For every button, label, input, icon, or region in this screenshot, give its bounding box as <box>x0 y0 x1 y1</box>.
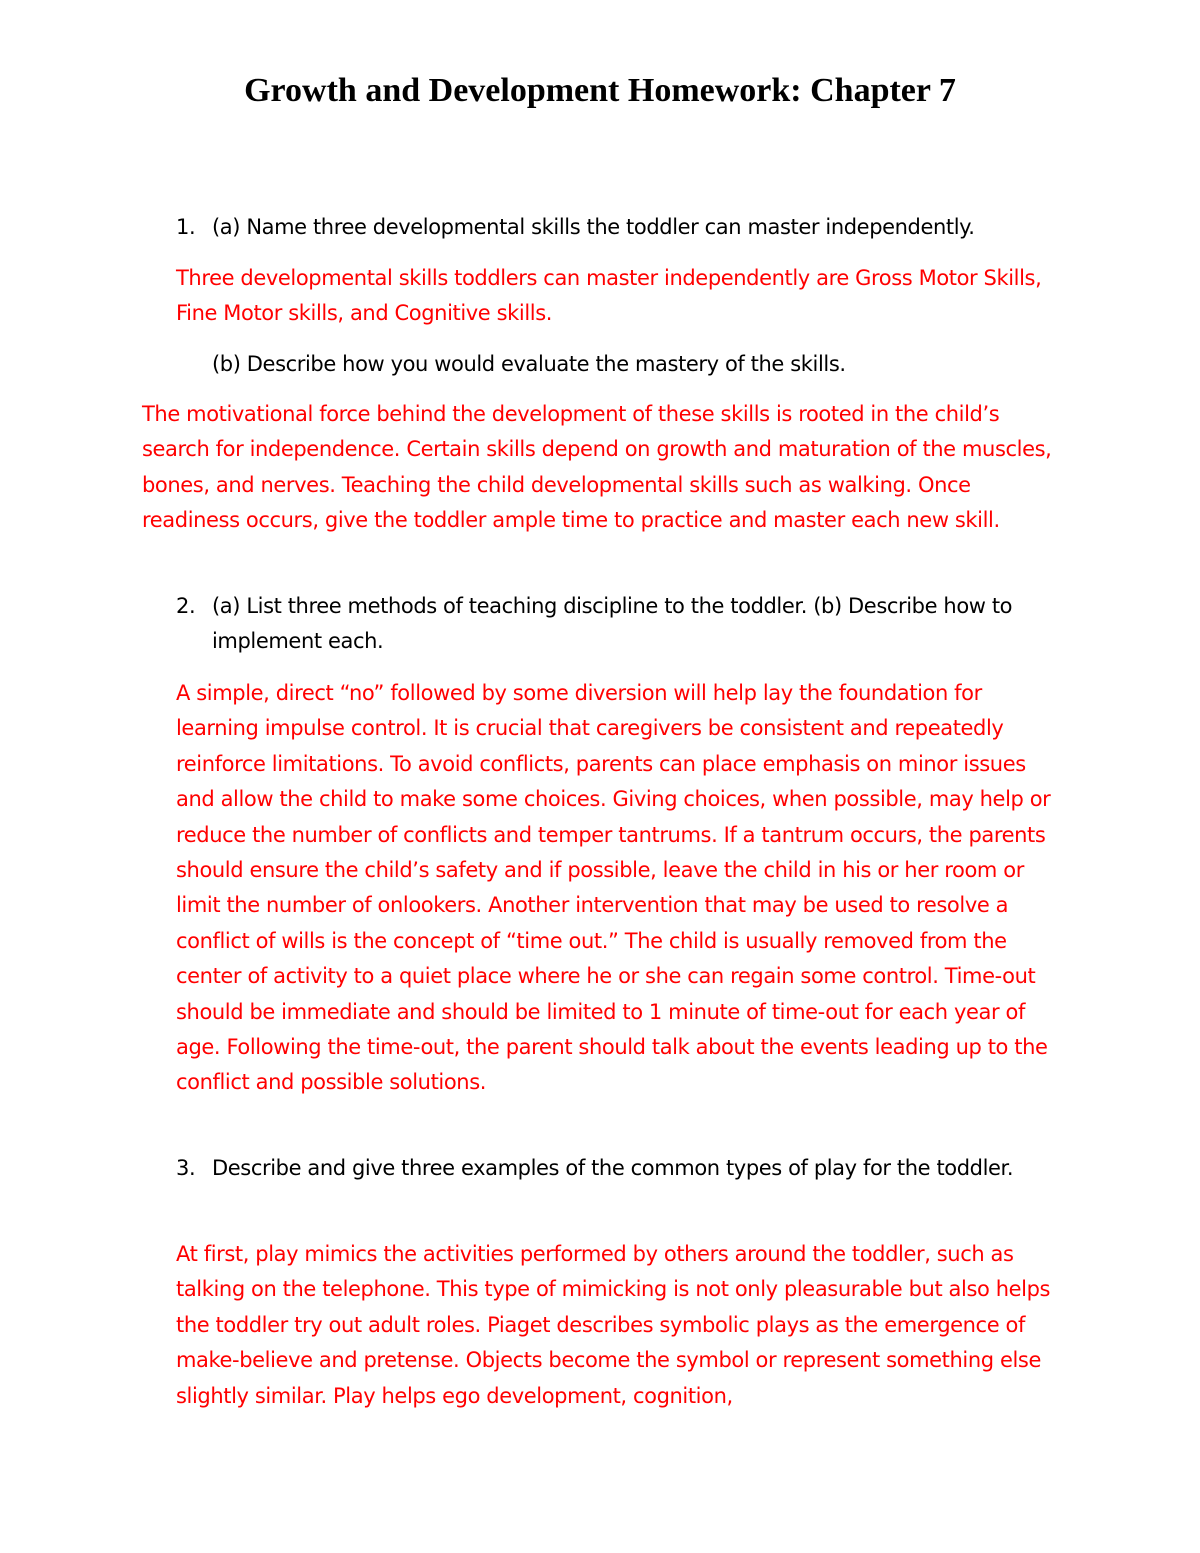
question-1a <box>176 210 1112 245</box>
question-2-text: (a) List three methods of teaching discipline to the toddler. (b) Describe how to implement each. <box>212 594 1013 653</box>
answer-2: A simple, direct “no” followed by some diversion will help lay the foundation for learning impulse control. It is crucial that caregivers be consistent and repeatedly reinforce limitations. To avoid conflicts, parents can place emphasis on minor issues and allow the child to make some choices. Giving choices, when possible, may help or reduce the number of conflicts and temper tantrums. If a tantrum occurs, the parents should ensure the child’s safety and if possible, leave the child in his or her room or limit the number of onlookers. Another intervention that may be used to resolve a conflict of wills is the concept of “time out.” The child is usually removed from the center of activity to a quiet place where he or she can regain some control. Time-out should be immediate and should be limited to 1 minute of time-out for each year of age. Following the time-out, the parent should talk about the events leading up to the conflict and possible solutions. <box>176 681 1051 1095</box>
question-1b <box>212 347 1112 382</box>
answer-1a: Three developmental skills toddlers can master independently are Gross Motor Skills, Fine Motor skills, and Cognitive skills. <box>176 266 1042 326</box>
question-3 <box>176 1151 1042 1186</box>
question-3-text: Describe and give three examples of the common types of play for the toddler. <box>212 1156 1014 1180</box>
answer-1b: The motivational force behind the development of these skills is rooted in the child’s search for independence. Certain skills depend on growth and maturation of the muscles, bones, and nerves. Teaching the child developmental skills such as walking. Once readiness occurs, give the toddler ample time to practice and master each new skill. <box>142 402 1052 533</box>
question-3-number: 3. <box>176 1156 196 1180</box>
page-title: Growth and Development Homework: Chapter 7 <box>244 72 956 109</box>
question-2 <box>176 589 1062 659</box>
question-1a-text: (a) Name three developmental skills the toddler can master independently. <box>212 215 975 239</box>
question-2-number: 2. <box>176 594 196 618</box>
question-1b-text: (b) Describe how you would evaluate the mastery of the skills. <box>212 352 846 376</box>
answer-3: At first, play mimics the activities performed by others around the toddler, such as talking on the telephone. This type of mimicking is not only pleasurable but also helps the toddler try out adult roles. Piaget describes symbolic plays as the emergence of make-believe and pretense. Objects become the symbol or represent something else slightly similar. Play helps ego development, cognition, <box>176 1242 1051 1408</box>
question-1-number: 1. <box>176 215 196 239</box>
